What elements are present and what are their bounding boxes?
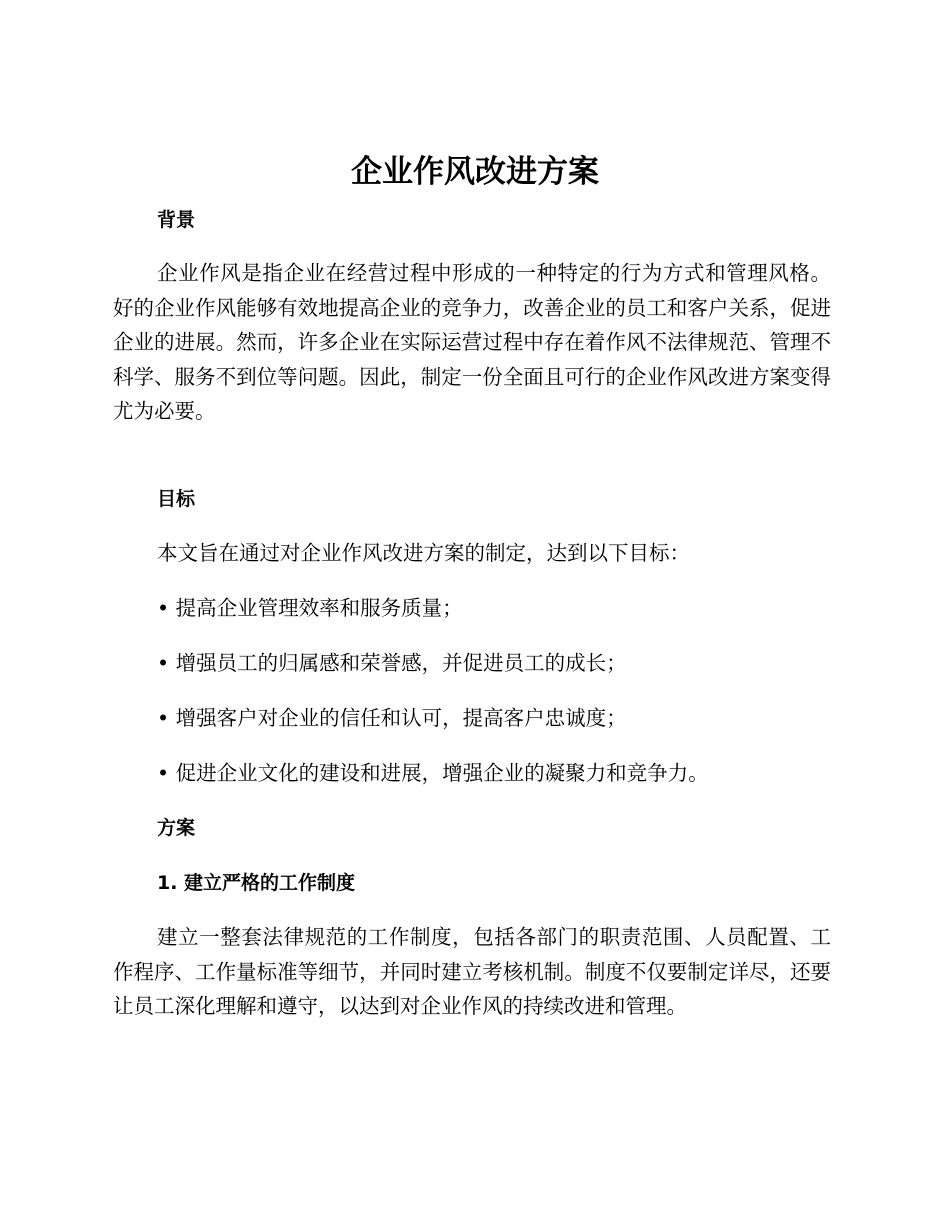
subsection-paragraph: 建立一整套法律规范的工作制度，包括各部门的职责范围、人员配置、工作程序、工作量标准等细节，并同时建立考核机制。制度不仅要制定详尽，还要让员工深化理解和遵守，以达到对企业作风的持续改进和管理。 [113, 925, 831, 1018]
document-title: 企业作风改进方案 [351, 154, 599, 190]
goal-item: • 增强客户对企业的信任和认可，提高客户忠诚度； [157, 706, 627, 730]
subsection-heading: 1. 建立严格的工作制度 [157, 872, 356, 894]
section-heading-plan: 方案 [157, 817, 196, 839]
goals-intro: 本文旨在通过对企业作风改进方案的制定，达到以下目标： [157, 541, 690, 565]
background-paragraph: 企业作风是指企业在经营过程中形成的一种特定的行为方式和管理风格。好的企业作风能够有效地提高企业的竞争力，改善企业的员工和客户关系，促进企业的进展。然而，许多企业在实际运营过程中存在着作风不法律规范、管理不科学、服务不到位等问题。因此，制定一份全面且可行的企业作风改进方案变得尤为必要。 [113, 261, 831, 423]
goal-item: • 提高企业管理效率和服务质量； [157, 596, 463, 620]
goal-item: • 促进企业文化的建设和进展，增强企业的凝聚力和竞争力。 [157, 761, 709, 785]
section-heading-goals: 目标 [157, 488, 196, 510]
section-heading-background: 背景 [157, 209, 196, 231]
goal-item: • 增强员工的归属感和荣誉感，并促进员工的成长； [157, 651, 627, 675]
